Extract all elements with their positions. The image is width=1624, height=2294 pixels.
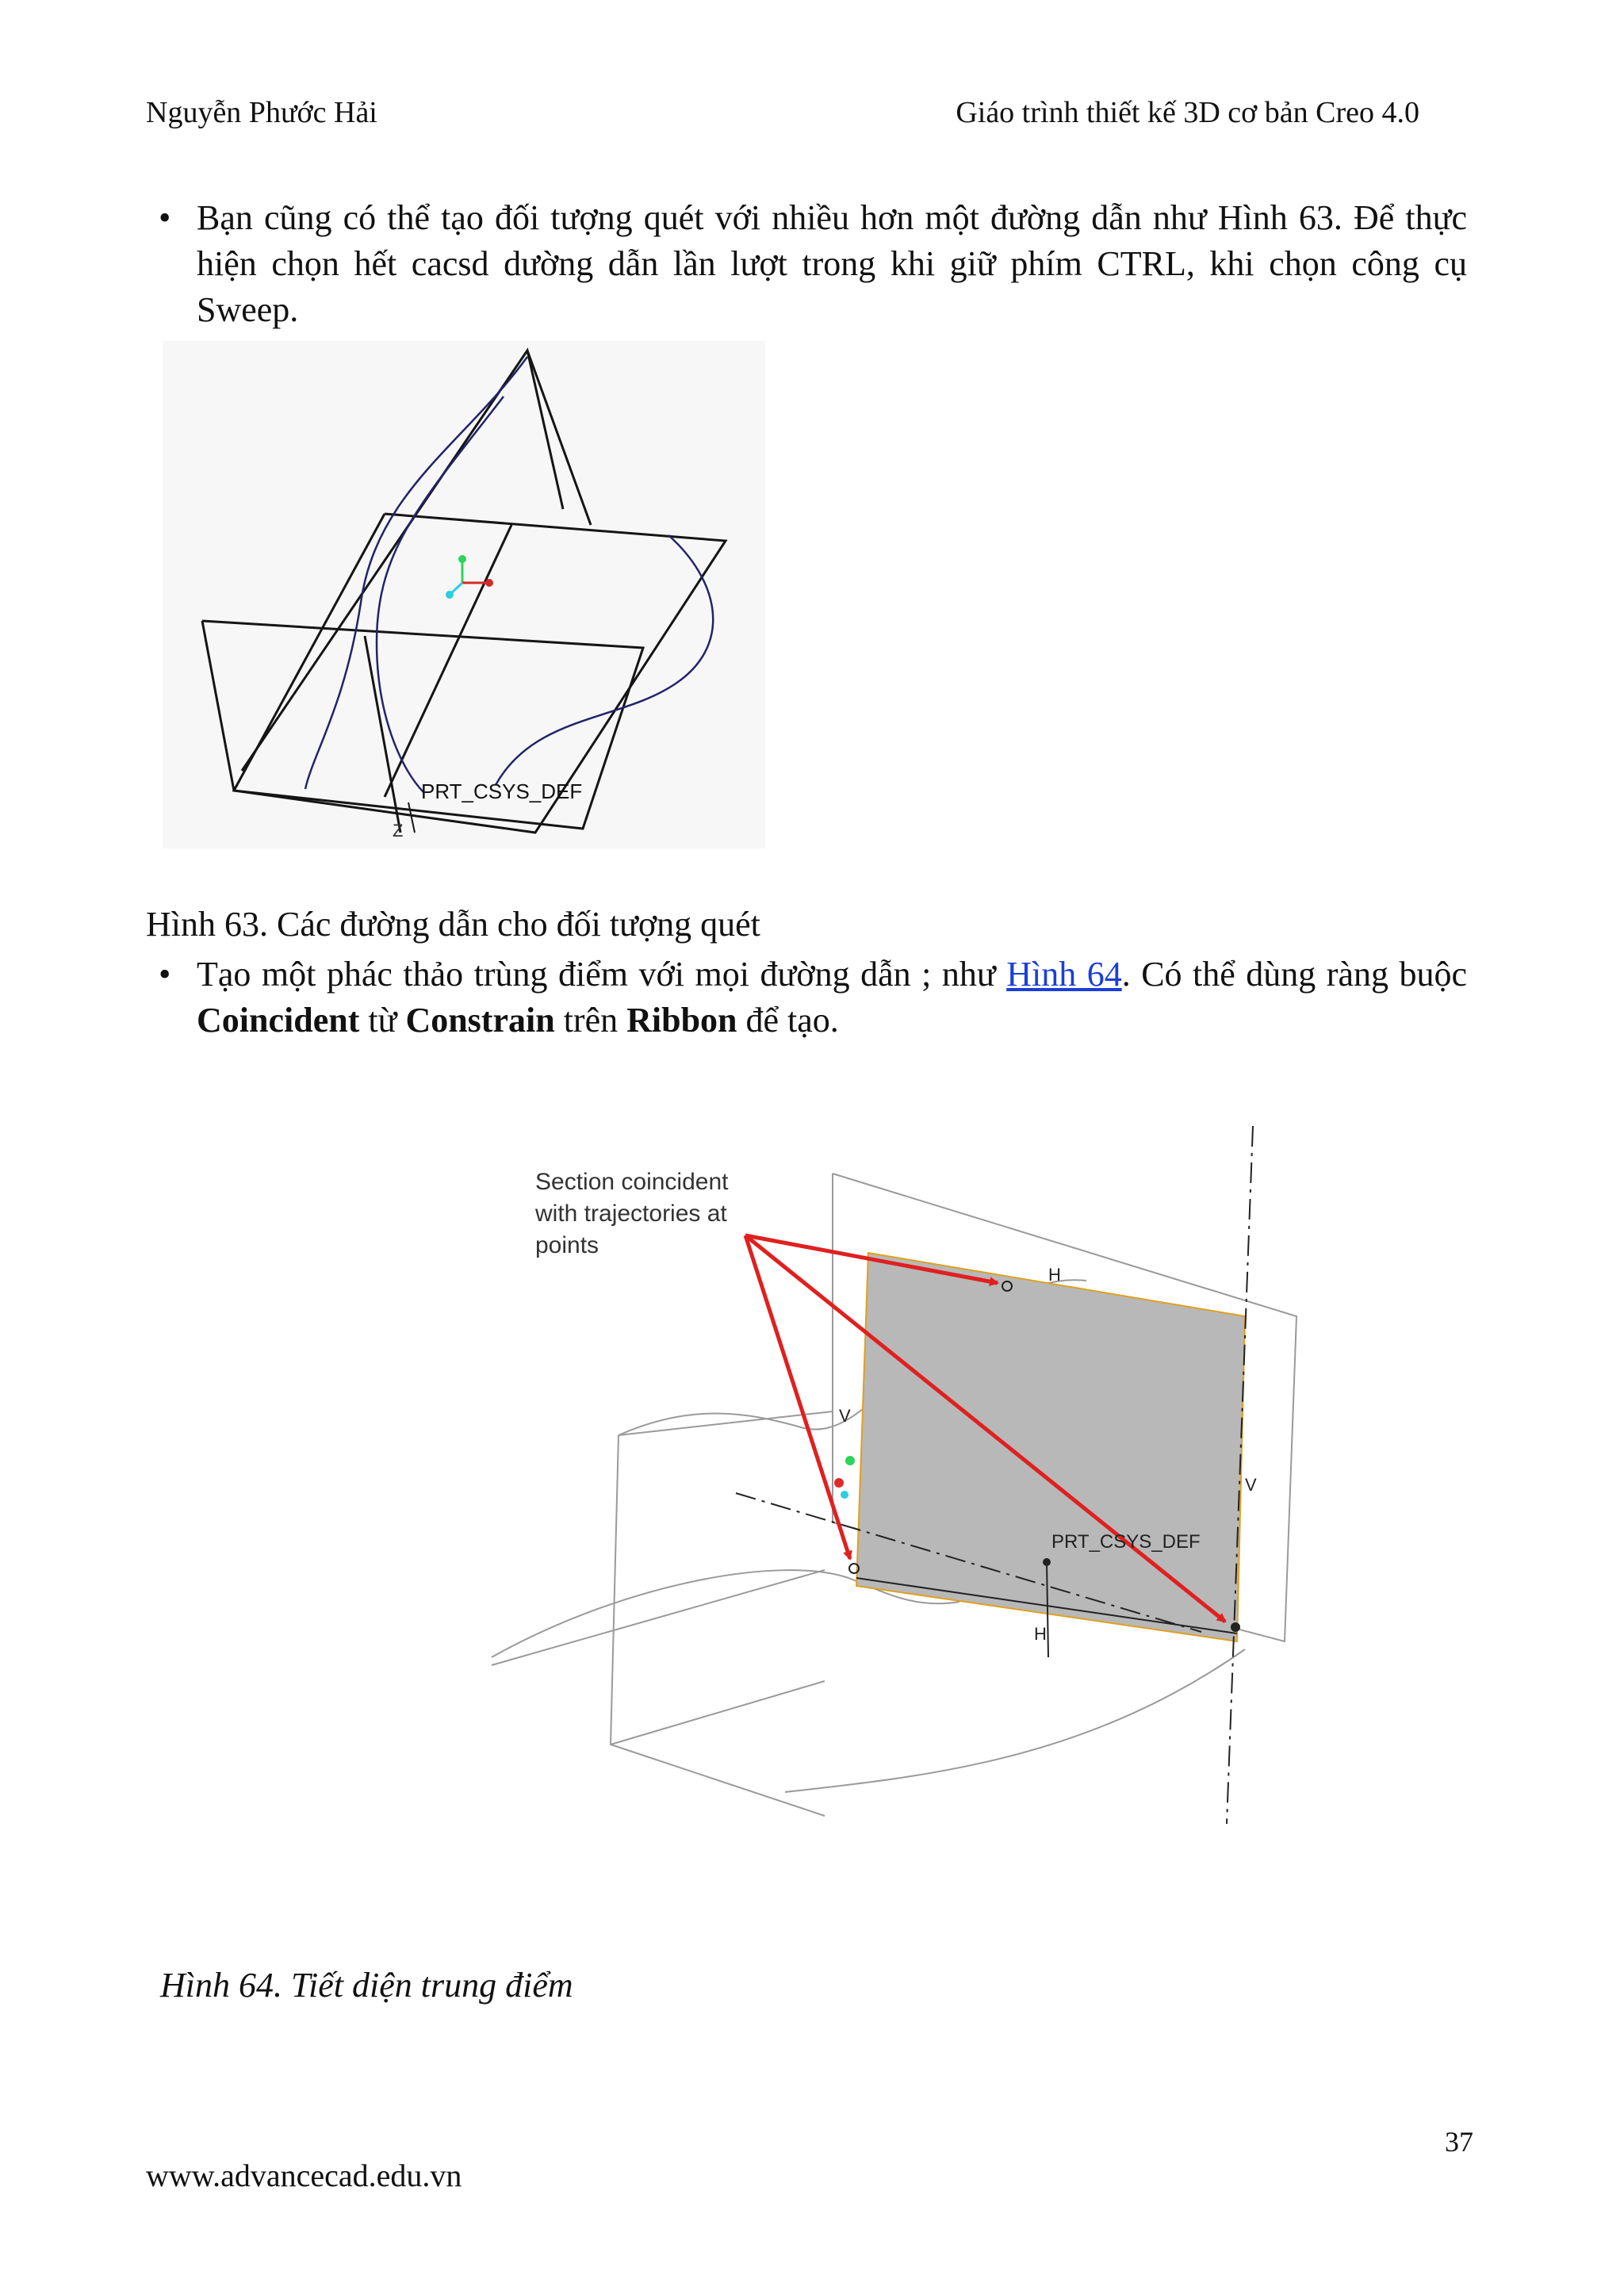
text-run: Tạo một phác thảo trùng điểm với mọi đường dẫn ; như bbox=[197, 955, 1007, 994]
header-author: Nguyễn Phước Hải bbox=[146, 96, 377, 129]
paragraph-coincident-sketch bbox=[159, 952, 1467, 1044]
figure-63-caption: Hình 63. Các đường dẫn cho đối tượng quét bbox=[146, 905, 760, 944]
bold-constrain: Constrain bbox=[405, 1001, 555, 1040]
figure-64-midpoint-section bbox=[484, 1102, 1356, 1848]
label-h-top: H bbox=[1048, 1265, 1061, 1285]
csys-label: PRT_CSYS_DEF bbox=[1051, 1531, 1201, 1553]
text-run: từ bbox=[359, 1001, 406, 1040]
annotation-line-3: points bbox=[535, 1232, 599, 1258]
paragraph-text bbox=[197, 952, 1467, 1044]
z-axis-label: Z bbox=[393, 821, 404, 841]
bullet: • bbox=[159, 955, 171, 994]
label-h-bottom: H bbox=[1034, 1624, 1047, 1644]
csys-origin bbox=[1043, 1558, 1051, 1566]
bold-ribbon: Ribbon bbox=[626, 1001, 737, 1040]
bold-coincident: Coincident bbox=[197, 1001, 360, 1040]
label-v-right: V bbox=[1245, 1475, 1257, 1495]
text-run: . Có thể dùng ràng buộc bbox=[1121, 955, 1467, 994]
label-v-left: V bbox=[839, 1406, 851, 1426]
footer-website: www.advancecad.edu.vn bbox=[146, 2158, 462, 2193]
text-run: trên bbox=[554, 1001, 627, 1040]
figure-63-sweep-trajectories bbox=[163, 341, 765, 848]
paragraph-text: Bạn cũng có thể tạo đối tượng quét với nhiều hơn một đường dẫn như Hình 63. Để thực hiện chọn hết cacsd dường dẫn lần lượt trong khi giữ phím CTRL, khi chọn công cụ Sweep. bbox=[197, 198, 1467, 329]
figure-64-caption: Hình 64. Tiết diện trung điểm bbox=[160, 1966, 573, 2005]
page-number: 37 bbox=[1445, 2126, 1473, 2158]
paragraph-sweep-multiple-trajectories bbox=[159, 195, 1467, 333]
bullet: • bbox=[159, 198, 171, 237]
coincident-point-right bbox=[1231, 1622, 1240, 1632]
annotation-line-2: with trajectories at bbox=[535, 1201, 727, 1227]
text-run: để tạo. bbox=[737, 1001, 839, 1040]
figure-63-background bbox=[163, 341, 765, 848]
annotation-line-1: Section coincident bbox=[535, 1169, 729, 1195]
header-book-title: Giáo trình thiết kế 3D cơ bản Creo 4.0 bbox=[956, 96, 1419, 129]
csys-label: PRT_CSYS_DEF bbox=[421, 779, 583, 803]
section-sketch-plane bbox=[856, 1253, 1245, 1641]
link-figure-64[interactable]: Hình 64 bbox=[1006, 955, 1122, 994]
